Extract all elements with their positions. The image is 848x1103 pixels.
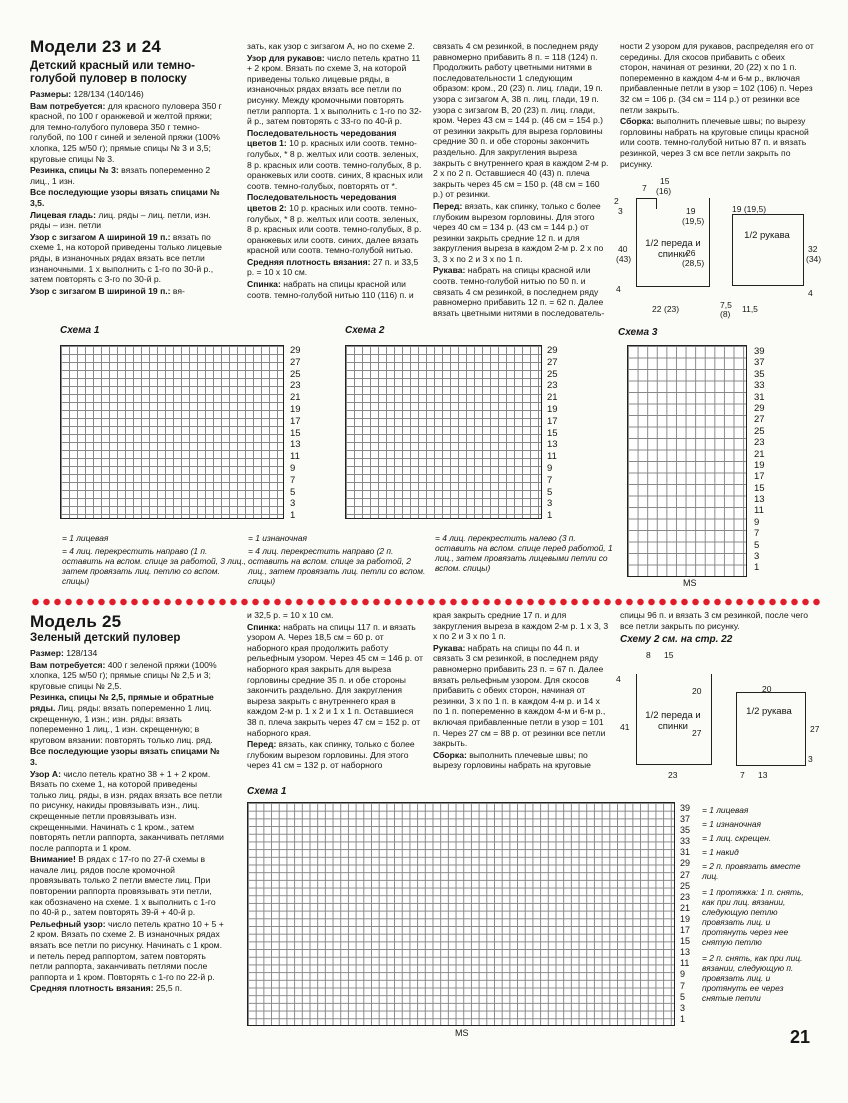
text-paragraph: Размер: 128/134 — [30, 648, 98, 658]
text-paragraph: спицы 96 п. и вязать 3 см резинкой, после чего все петли закрыть по рисунку. — [620, 610, 808, 631]
text-paragraph: Рельефный узор: число петель кратно 10 + 5 + 2 кром. Вязать по схеме 2. В изнаночных рядах вязать все петли по рисунку. Начинать с 1 кром. и петель перед раппортом, затем повторять петли раппорта, заканчивать петлями после раппорта и 1 кром. Повторять с 1-го по 22-й р. — [30, 918, 224, 982]
text-paragraph: края закрыть средние 17 п. и для закругления выреза в каждом 2-м р. 1 x 3, 3 x по 2 и 3 x по 1 п. — [433, 610, 609, 642]
model23-col1 — [30, 89, 226, 297]
text-paragraph: Узор А: число петель кратно 38 + 1 + 2 кром. Вязать по схеме 1, на которой приведены только лиц. ряды, в изн. рядах вязать все петли по рисунку, накиды провязывать изн., лиц. скрещенные петли провязывать изн. скрещенными. Начинать с 1 кром., затем повторять петли раппорта, заканчивать петлями после раппорта и 1 кром. — [30, 768, 224, 853]
text-paragraph: Спинка: набрать на спицы красной или соотв. темно-голубой нитью 110 (116) п. и — [247, 279, 414, 300]
scheme2-reference: Схему 2 см. на стр. 22 — [620, 634, 733, 645]
text-paragraph: Узор с зигзагом А шириной 19 п.: вязать по схеме 1, на которой приведены только лицевые ряды, в изнаночных рядах вязать все петли изнаночными. 1 x выполнить с 1-го по 30-й р., затем повторять с 3-го по 30-й р. — [30, 231, 222, 285]
text-paragraph: Последовательность чередования цветов 1: 10 р. красных или соотв. темно-голубых, * 8 р. желтых или соотв. зеленых, 8 р. красных или соотв. темно-голубых, 8 р. оранжевых или соотв. синих, 8 красных или соотв. темно-голубых, повторять от *. — [247, 127, 423, 191]
model23-subtitle: Детский красный или темно-голубой пуловер в полоску — [30, 60, 195, 85]
text-paragraph: Сборка: выполнить плечевые швы; по вырезу горловины набрать на круговые — [433, 749, 591, 771]
text-paragraph: Размеры: 128/134 (140/146) — [30, 89, 144, 99]
pattern-schematic-model25: 1/2 переда и спинки 1/2 рукава 8 15 4 41 20 27 23 20 27 3 7 13 — [616, 650, 820, 780]
text-paragraph: Внимание! В рядах с 17-го по 27-й схемы в начале лиц. рядов после кромочной провязывать только 2 петли вместе лиц. При повторении раппорта провязывать эти петли, как обозначено на схеме. 1 x выполнить с 1-го по 40-й р., затем повторять 39-й + 40-й р. — [30, 854, 216, 918]
legend-cross-right-1: = 4 лиц. перекрестить направо (1 п. оставить на вспом. спице за работой, 3 лиц., затем провязать лиц. петлю со вспом. спицы) — [62, 546, 247, 586]
text-paragraph: Рукава: набрать на спицы по 44 п. и связать 3 см резинкой, в последнем ряду равномерно прибавить 23 п. = 67 п. Далее вязать рельефным узором. Для скосов прибавить с обеих сторон, начиная от резинки, 3 x по 1 п. в каждом 4-м р. и 14 x по 1 п. попеременно в каждом 4-м и 6-м р., включая прибавленные петли в узор = 101 п. Через 27 см = 88 р. от резинки все петли закрыть. — [433, 642, 606, 749]
text-paragraph: ности 2 узором для рукавов, распределяя его от середины. Для скосов прибавить с обеих сторон, начиная от резинки, 20 (22) x по 1 п. попеременно в каждом 4-м и 6-м р., включая прибавленные петли в узор = 102 (106) п. Через 32 см = 106 р. (34 см = 114 р.) от резинки все петли закрыть. — [620, 41, 814, 115]
scheme1-top-title: Схема 1 — [60, 325, 100, 336]
text-paragraph: Все последующие узоры вязать спицами № 3. — [30, 746, 220, 767]
text-paragraph: Сборка: выполнить плечевые швы; по вырезу горловины набрать на круговые спицы красной или соотв. темно-голубой нитью 87 п. и вязать резинкой, через 3 см все петли закрыть по рисунку. — [620, 116, 809, 169]
model25-scheme1-grid — [247, 802, 675, 1026]
model25-col2 — [247, 610, 425, 772]
scheme1-top-rows: 29 27 25 23 21 19 17 15 13 11 9 7 5 3 1 — [290, 345, 301, 522]
text-paragraph: связать 4 см резинкой, в последнем ряду равномерно прибавить 8 п. = 118 (124) п. Продолжить работу цветными нитями в последовательности 1 следующим образом: кром., 20 (23) п. лиц. глади, 19 п. узора с зигзагом А, 38 п. лиц. глади, 19 п. узора с зигзагом В, 20 (23) п. лиц. глади, кром. Через 43 см = 144 р. (46 см = 154 р.) от резинки закрыть для выреза горловины средние 30 п. и обе стороны закончить раздельно. Для закругления выреза закрыть с внутреннего края в каждом 2-м р. 2 x по 2 п. Оставшиеся 40 (43) п. плеча закрыть через 45 см = 150 р. (48 см = 160 р.) от резинки. — [433, 41, 609, 200]
model23-col2 — [247, 41, 425, 301]
model25-legend: = 1 лицевая = 1 изнаночная = 1 лиц. скрещен. = 1 накид = 2 п. провязать вместе лиц. = 1 протяжка: 1 п. снять, как при лиц. вязании, следующую петлю провязать лиц. и протянуть через нее снятую петлю = 2 п. снять, как при лиц. вязании, следующую п. провязать лиц. и протянуть ее через снятые петли — [702, 805, 804, 1003]
text-paragraph: Спинка: набрать на спицы 117 п. и вязать узором А. Через 18,5 см = 60 р. от наборного края продолжить работу рельефным узором. Через 45 см = 146 р. от наборного края закрыть для выреза горловины средние 35 п. и обе стороны закончить раздельно. Для закругления выреза закрыть с внутреннего края в каждом 2-м р. 1 x 2 и 1 x 1 п. Оставшиеся 38 п. плеча закрыть через 47 см = 152 р. от наборного края. — [247, 621, 423, 738]
text-paragraph: Вам потребуется: для красного пуловера 350 г красной, по 100 г оранжевой и желтой пряжи; для темно-голубого пуловера 350 г темно-голубой, по 100 г синей и зеленой пряжи (100% хлопка, 125 м/50 г); прямые спицы № 3 и 3,5; круговые спицы № 3. — [30, 100, 222, 164]
scheme2-top-title: Схема 2 — [345, 325, 385, 336]
text-paragraph: Узор для рукавов: число петель кратно 11 + 2 кром. Вязать по схеме 3, на которой приведены только лицевые ряды, в изнаночных рядах вязать все петли по рисунку. Между кромочными повторять петли раппорта. 1 x выполнить с 1-го по 32-й р., затем повторять с 33-го по 40-й р. — [247, 52, 422, 127]
legend-cross-left: = 4 лиц. перекрестить налево (3 п. оставить на вспом. спице перед работой, 1 лиц., затем провязать лицевыми петли со вспом. спицы) — [435, 533, 613, 573]
legend-purl: = 1 изнаночная — [248, 533, 307, 543]
page-number: 21 — [789, 1027, 810, 1047]
model25-scheme1-ms: MS — [455, 1028, 469, 1038]
scheme2-top-grid — [345, 345, 542, 519]
text-paragraph: Лицевая гладь: лиц. ряды – лиц. петли, изн. ряды – изн. петли — [30, 209, 211, 231]
model23-col4 — [620, 41, 816, 170]
text-paragraph: Средняя плотность вязания: 27 п. и 33,5 р. = 10 x 10 см. — [247, 256, 419, 278]
model25-scheme1-rows: 39 37 35 33 31 29 27 25 23 21 19 17 15 13 11 9 7 5 3 1 — [680, 803, 691, 1024]
text-paragraph: и 32,5 р. = 10 x 10 см. — [247, 610, 334, 620]
model25-title: Модель 25 — [30, 612, 122, 631]
text-paragraph: зать, как узор с зигзагом А, но по схеме 2. — [247, 41, 415, 51]
text-paragraph: Средняя плотность вязания: 25,5 п. — [30, 983, 183, 994]
pattern-schematic-top: 1/2 переда и спинки 1/2 рукава 7 15 (16) 19 (19,5) 40 (43) 26 (28,5) 22 (23) 4 2 3 19 (19,5) 32 (34) 7,5 (8) 11,5 4 — [614, 176, 822, 319]
model25-scheme1-title: Схема 1 — [247, 786, 287, 797]
model23-title: Модели 23 и 24 — [30, 37, 162, 56]
text-paragraph: Последовательность чередования цветов 2: 10 р. красных или соотв. темно-голубых, * 8 р. желтых или соотв. зеленых, 8 р. красных или соотв. темно-голубых, 8 р. оранжевых или соотв. синих, далее вязать красной или соотв. темно-голубой нитью. — [247, 192, 422, 256]
text-paragraph: Перед: вязать, как спинку, только с более глубоким вырезом горловины. Для этого через 41 см = 132 р. от наборного — [247, 739, 415, 771]
text-paragraph: Перед: вязать, как спинку, только с более глубоким вырезом горловины. Для этого через 40 см = 134 р. (43 см = 144 р.) от резинки закрыть средние 12 п. и для закругления выреза в каждом 2-м р. 2 x по 3, 3 x по 2 и 3 x по 1 п. — [433, 200, 604, 264]
model25-col3 — [433, 610, 611, 772]
legend-knit: = 1 лицевая — [62, 533, 109, 543]
text-paragraph: Узор с зигзагом В шириной 19 п.: вя- — [30, 285, 185, 296]
text-paragraph: Рукава: набрать на спицы красной или соотв. темно-голубой нитью по 50 п. и связать 4 см резинкой, в последнем ряду равномерно прибавить 12 п. = 62 п. Далее вязать цветными нитями в последователь- — [433, 265, 605, 318]
scheme3-ms-label: MS — [683, 578, 697, 588]
text-paragraph: Вам потребуется: 400 г зеленой пряжи (100% хлопка, 125 м/50 г); прямые спицы № 2,5 и 3; круговые спицы № 2,5. — [30, 659, 217, 691]
model25-col1 — [30, 648, 226, 995]
text-paragraph: Резинка, спицы № 2,5, прямые и обратные ряды. Лиц. ряды: вязать попеременно 1 лиц. скрещенную, 1 изн.; изн. ряды: вязать попеременно 1 лиц., 1 изн. скрещенную; в круговом вязании: повторять только лиц. ряд. — [30, 692, 214, 745]
model25-subtitle: Зеленый детский пуловер — [30, 632, 181, 644]
scheme3-top-grid — [627, 345, 747, 577]
scheme3-top-rows: 39 37 35 33 31 29 27 25 23 21 19 17 15 13 11 9 7 5 3 1 — [754, 346, 765, 574]
scheme3-top-title: Схема 3 — [618, 327, 658, 338]
model25-col4 — [620, 610, 816, 632]
section-divider-dots — [30, 597, 820, 607]
text-paragraph: Все последующие узоры вязать спицами № 3,5. — [30, 187, 220, 208]
scheme1-top-grid — [60, 345, 284, 519]
scheme2-top-rows: 29 27 25 23 21 19 17 15 13 11 9 7 5 3 1 — [547, 345, 558, 522]
legend-cross-right-2: = 4 лиц. перекрестить направо (2 п. оставить на вспом. спице за работой, 2 лиц., затем провязать лиц. петли со вспом. спицы) — [248, 546, 426, 586]
model23-col3 — [433, 41, 611, 319]
text-paragraph: Резинка, спицы № 3: вязать попеременно 2 лиц., 1 изн. — [30, 165, 211, 186]
